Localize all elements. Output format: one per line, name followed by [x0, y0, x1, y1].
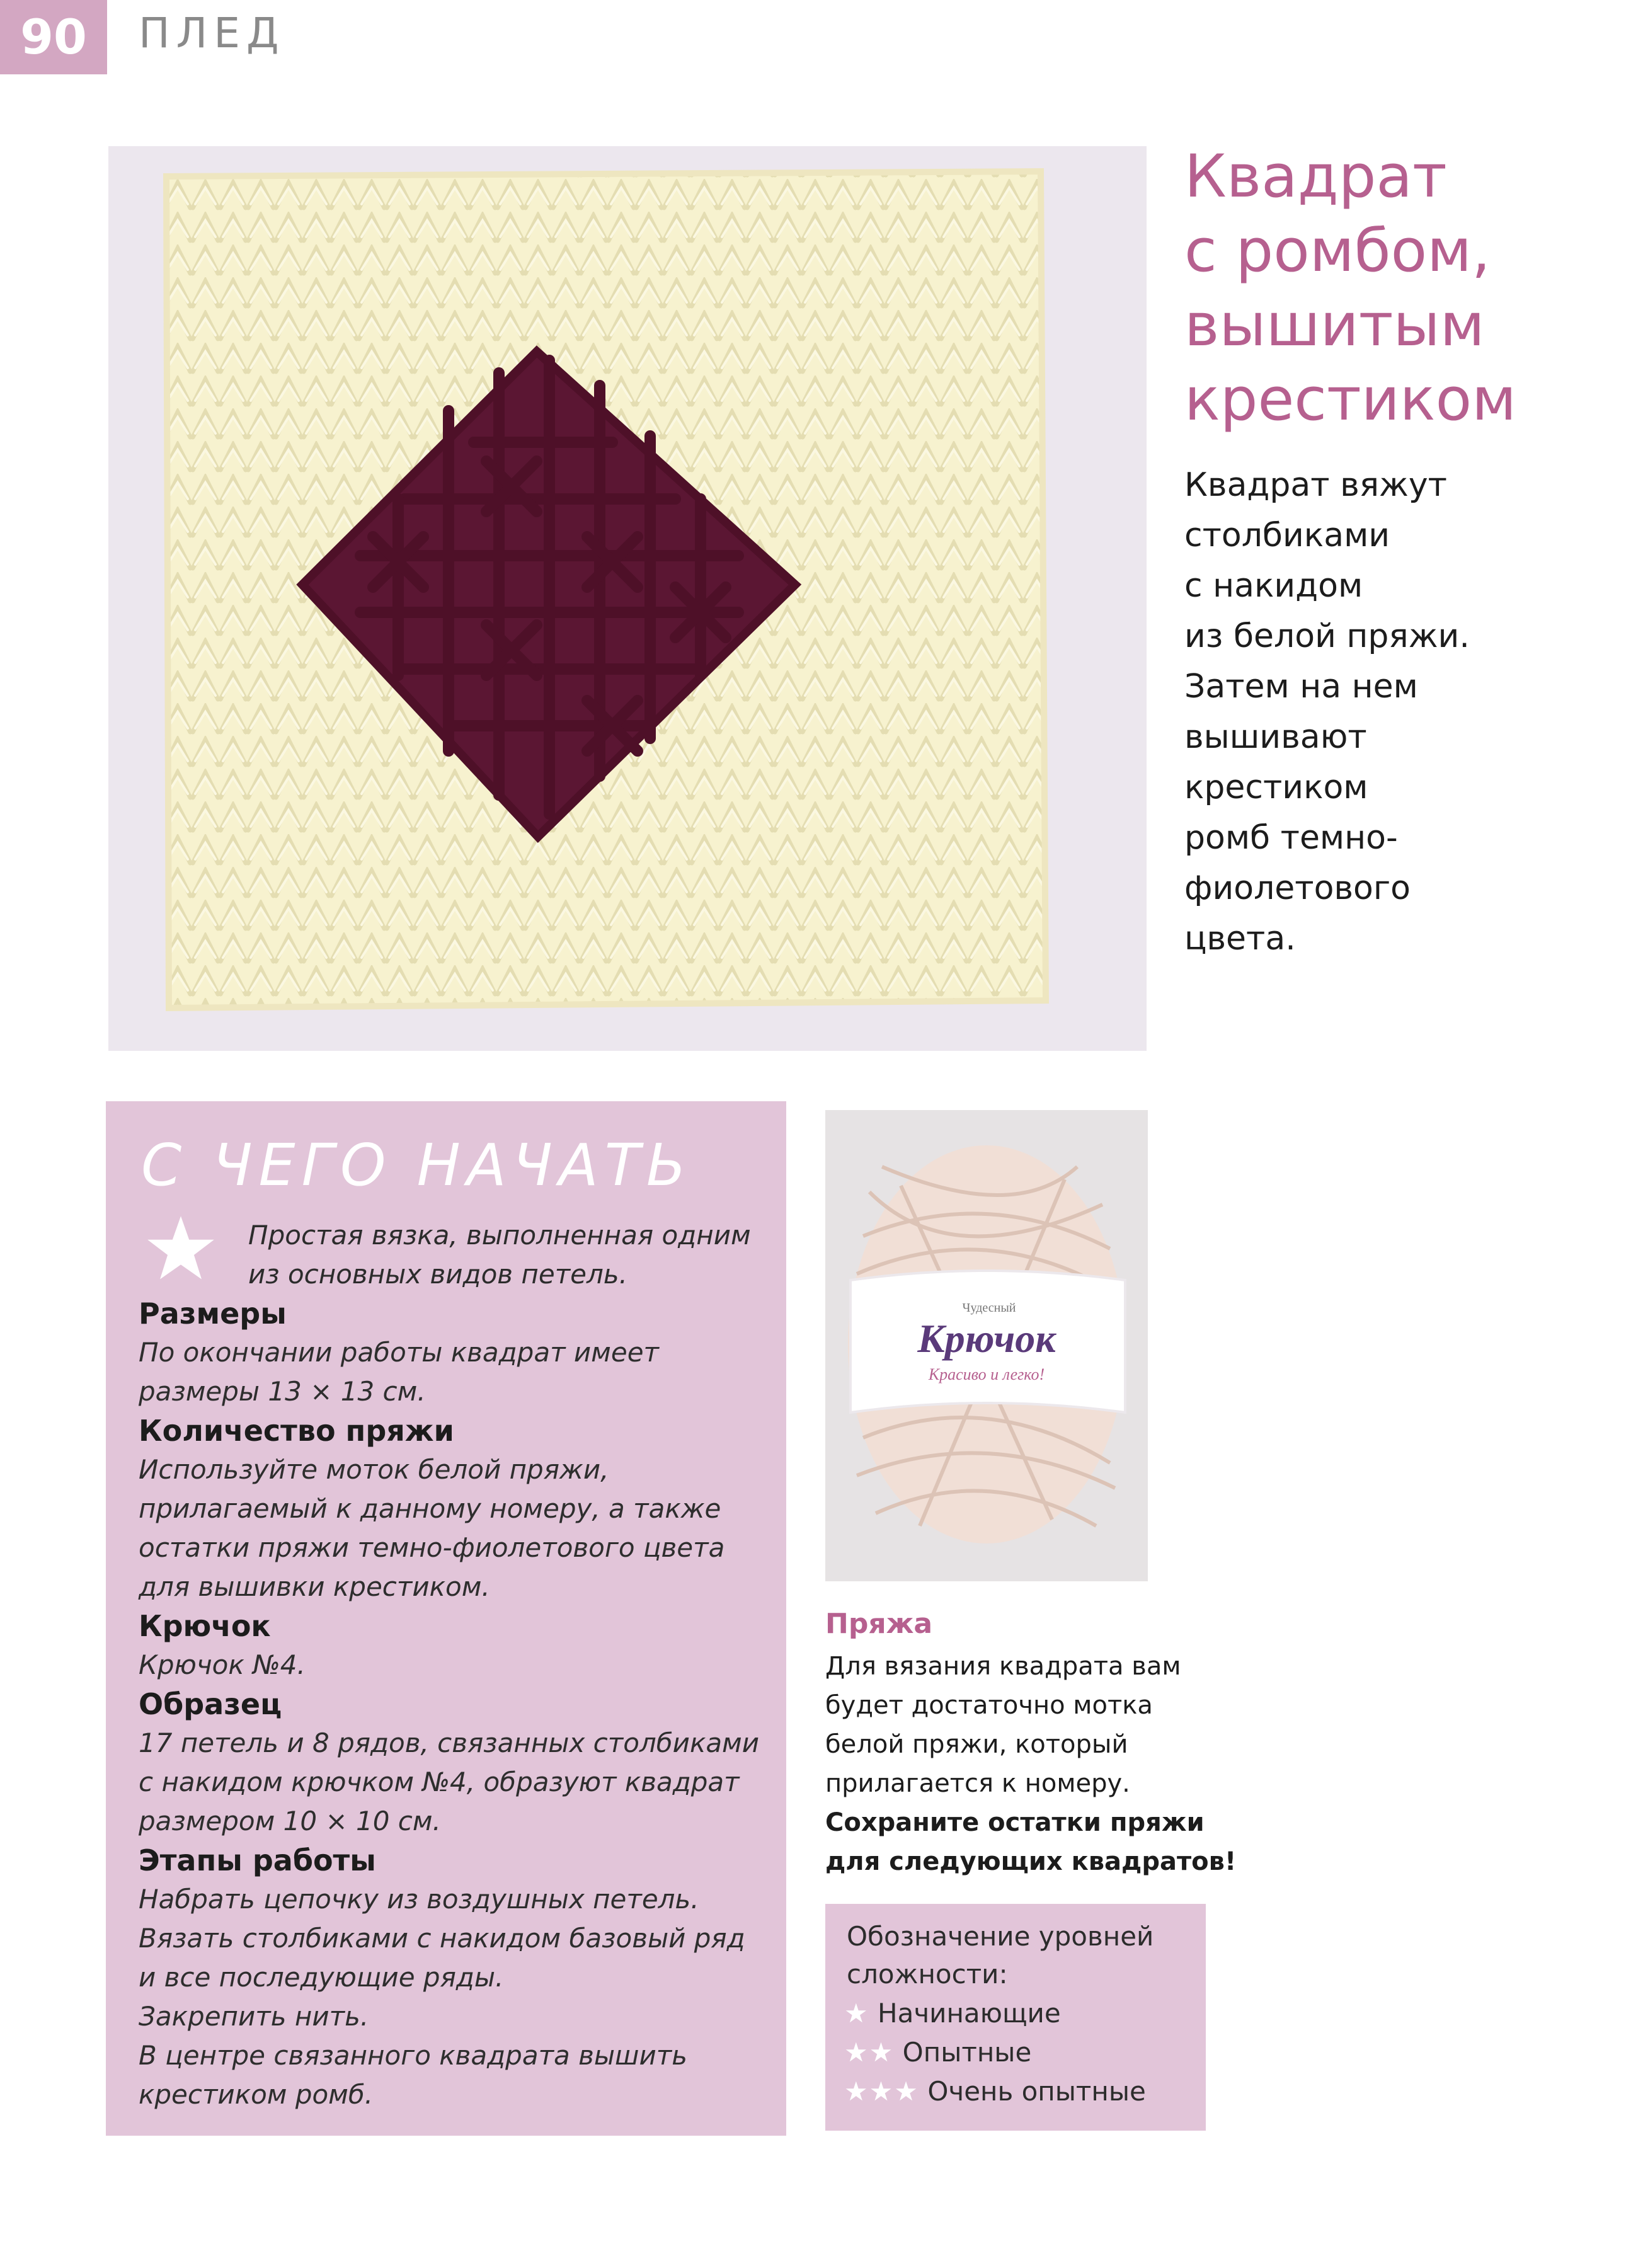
star-icon: ★★ — [844, 2037, 895, 2068]
yarn-label-brand: Крючок — [917, 1316, 1056, 1361]
hook-line: Крючок №4. — [139, 1649, 306, 1680]
intro-line: столбиками — [1184, 517, 1390, 554]
legend-level-label: Очень опытные — [927, 2076, 1146, 2107]
intro-line: ромб темно- — [1184, 819, 1398, 857]
difficulty-note — [248, 1216, 752, 1294]
yarn-amount-line: остатки пряжи темно-фиолетового цвета — [139, 1532, 725, 1563]
page-number: 90 — [0, 0, 107, 74]
section-title: ПЛЕД — [139, 9, 285, 57]
intro-line: цвета. — [1184, 920, 1296, 958]
title-line: крестиком — [1184, 365, 1517, 434]
crochet-square-photo — [108, 146, 1147, 1051]
yarn-note-line: Сохраните остатки пряжи — [825, 1808, 1205, 1837]
yarn-line: прилагается к номеру. — [825, 1769, 1130, 1798]
steps-line: Вязать столбиками с накидом базовый ряд — [139, 1923, 745, 1954]
difficulty-note-line: из основных видов петель. — [248, 1259, 627, 1290]
star-icon: ★ — [844, 1998, 869, 2029]
getting-started-box — [106, 1101, 786, 2136]
intro-line: вышивают — [1184, 718, 1367, 756]
intro-line: Затем на нем — [1184, 668, 1418, 706]
legend-title — [847, 1918, 1199, 1993]
steps-line: крестиком ромб. — [139, 2079, 374, 2110]
steps-line: и все последующие ряды. — [139, 1962, 504, 1993]
pattern-title — [1184, 140, 1625, 437]
yarn-line: будет достаточно мотка — [825, 1691, 1153, 1720]
yarn-line: белой пряжи, который — [825, 1730, 1128, 1759]
legend-level-label: Начинающие — [878, 1998, 1061, 2029]
gauge-heading: Образец — [139, 1687, 282, 1721]
gauge-line: размером 10 × 10 см. — [139, 1806, 441, 1836]
size-line: По окончании работы квадрат имеет — [139, 1337, 660, 1368]
yarn-label-slogan: Красиво и легко! — [928, 1365, 1045, 1383]
legend-title-line: Обозначение уровней — [847, 1921, 1154, 1952]
size-line: размеры 13 × 13 см. — [139, 1376, 426, 1407]
yarn-text — [825, 1647, 1279, 1803]
legend-level-very-experienced — [844, 2073, 1146, 2110]
title-line: с ромбом, — [1184, 217, 1491, 285]
yarn-note — [825, 1803, 1304, 1881]
steps-heading: Этапы работы — [139, 1843, 376, 1877]
yarn-amount-line: прилагаемый к данному номеру, а также — [139, 1493, 721, 1524]
yarn-note-line: для следующих квадратов! — [825, 1847, 1237, 1876]
yarn-label-small: Чудесный — [962, 1301, 1016, 1315]
intro-line: из белой пряжи. — [1184, 617, 1470, 655]
intro-line: Квадрат вяжут — [1184, 466, 1447, 504]
legend-level-experienced — [844, 2034, 1031, 2071]
intro-line: с накидом — [1184, 567, 1363, 605]
legend-level-beginner — [844, 1995, 1061, 2032]
star-icon — [146, 1213, 215, 1283]
legend-level-label: Опытные — [902, 2037, 1032, 2068]
size-heading: Размеры — [139, 1297, 287, 1331]
yarn-ball-photo — [825, 1110, 1148, 1581]
intro-text — [1184, 460, 1625, 964]
title-line: вышитым — [1184, 291, 1485, 360]
yarn-amount-line: для вышивки крестиком. — [139, 1571, 490, 1602]
yarn-line: Для вязания квадрата вам — [825, 1652, 1181, 1681]
getting-started-heading: С ЧЕГО НАЧАТЬ — [141, 1131, 693, 1199]
gauge-line: с накидом крючком №4, образуют квадрат — [139, 1767, 740, 1797]
difficulty-legend — [825, 1904, 1206, 2131]
yarn-amount-line: Используйте моток белой пряжи, — [139, 1454, 609, 1485]
steps-line: Закрепить нить. — [139, 2001, 369, 2032]
steps-line: В центре связанного квадрата вышить — [139, 2040, 687, 2071]
difficulty-note-line: Простая вязка, выполненная одним — [248, 1220, 751, 1251]
title-line: Квадрат — [1184, 142, 1447, 211]
steps-line: Набрать цепочку из воздушных петель. — [139, 1884, 699, 1915]
legend-title-line: сложности: — [847, 1959, 1008, 1990]
instructions — [139, 1294, 769, 2114]
yarn-amount-heading: Количество пряжи — [139, 1414, 454, 1448]
gauge-line: 17 петель и 8 рядов, связанных столбиками — [139, 1727, 760, 1758]
star-icon: ★★★ — [844, 2076, 919, 2107]
yarn-heading: Пряжа — [825, 1608, 933, 1640]
intro-line: фиолетового — [1184, 869, 1411, 907]
hook-heading: Крючок — [139, 1609, 271, 1643]
intro-line: крестиком — [1184, 769, 1368, 806]
